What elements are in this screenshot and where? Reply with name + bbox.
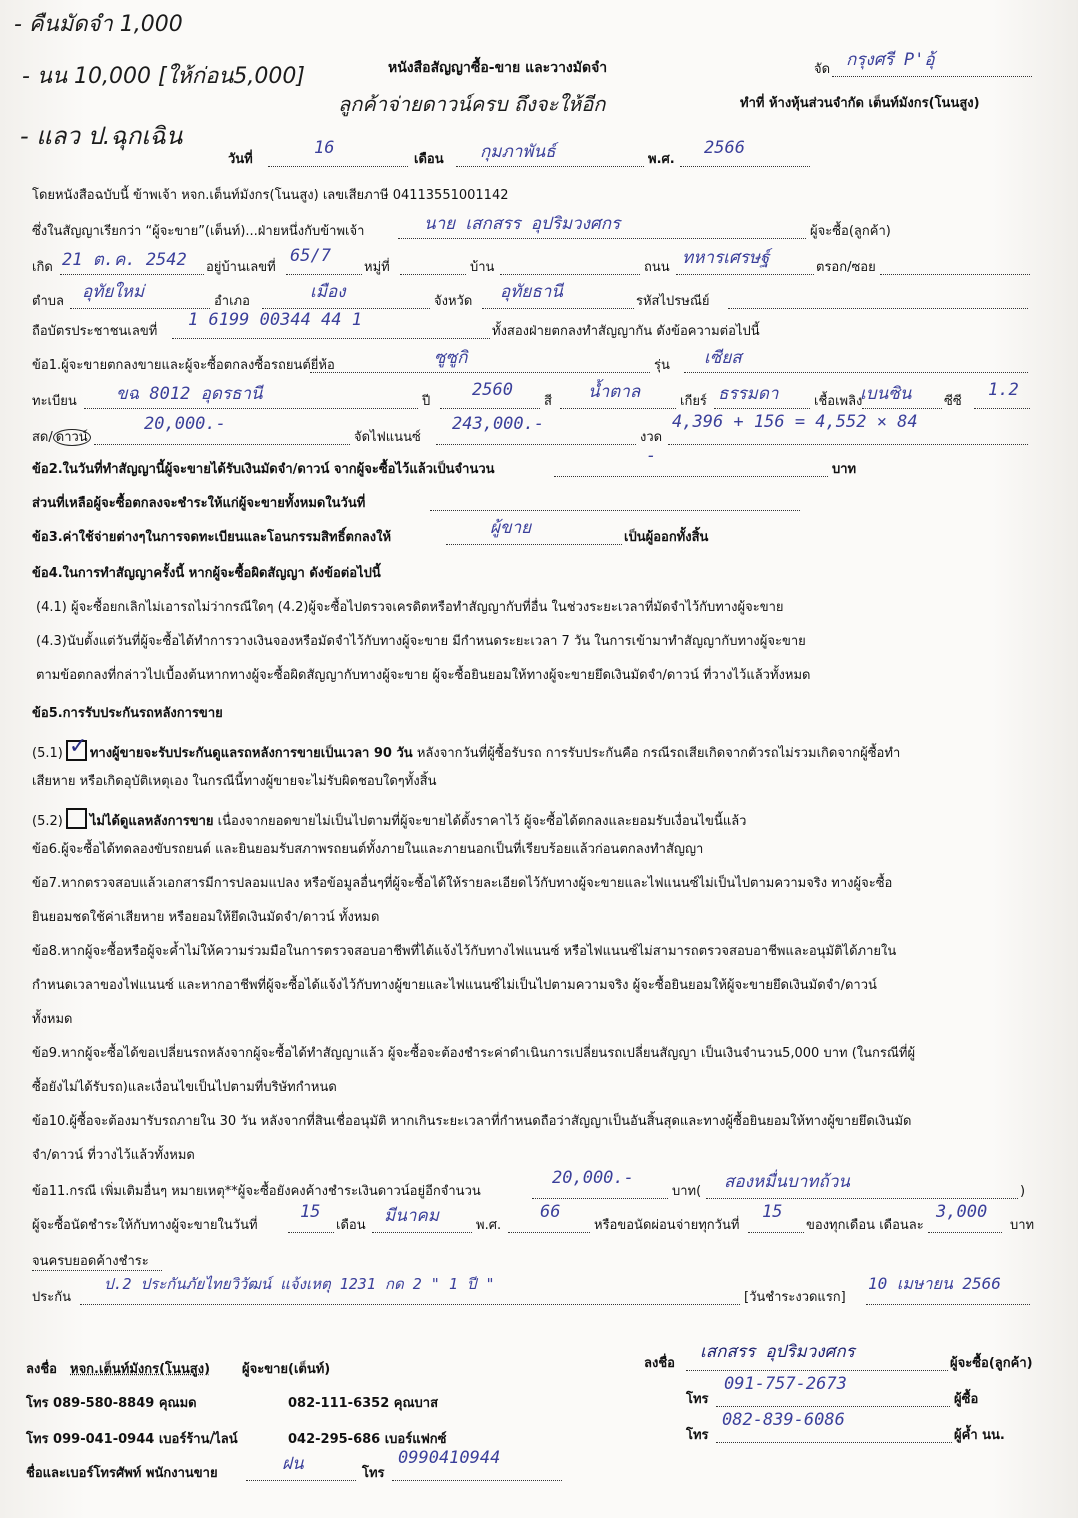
clause11b-day: 15 — [300, 1202, 321, 1222]
seller-sign-value: หจก.เต็นท์มังกร(โนนสูง) — [70, 1362, 211, 1377]
guarantor-tel-line — [716, 1428, 952, 1443]
reg-label: ทะเบียน — [32, 394, 77, 409]
clause5-1b: เสียหาย หรือเกิดอุบัติเหตุเอง ในกรณีนี้ทางผู้ขายจะไม่รับผิดชอบใดๆทั้งสิ้น — [32, 774, 437, 789]
moo-label: หมู่ที่ — [364, 260, 390, 275]
guarantor-tel: 082-839-6086 — [722, 1410, 845, 1430]
village-label: บ้าน — [470, 260, 495, 275]
buyer-tel-line — [716, 1392, 950, 1407]
clause11b-label: ผู้จะซื้อนัดชำระให้กับทางผู้จะขายในวันที่ — [32, 1218, 258, 1233]
guarantor-role: ผู้ค้ำ นน. — [954, 1428, 1005, 1443]
clause3: ข้อ3.ค่าใช้จ่ายต่างๆในการจดทะเบียนและโอนกรรมสิทธิ์ตกลงให้ — [32, 530, 392, 545]
month-value: กุมภาพันธ์ — [480, 142, 556, 162]
staff-label: ชื่อและเบอร์โทรศัพท์ พนักงานขาย — [26, 1466, 218, 1481]
handwritten-note-1: - คืนมัดจำ 1,000 — [14, 12, 183, 37]
clause4-1: (4.1) ผู้จะซื้อยกเลิกไม่เอารถไม่ว่ากรณีใดๆ (4.2)ผู้จะซื้อไปตรวจเครดิตหรือทำสัญญากับที่อื่น ในช่วงระยะเวลาที่มัดจำไว้กับทางผู้จะขาย — [36, 600, 784, 615]
install-value: 4,396 + 156 = 4,552 × 84 — [672, 412, 918, 432]
clause7a: ข้อ7.หากตรวจสอบแล้วเอกสารมีการปลอมแปลง หรือข้อมูลอื่นๆที่ผู้จะซื้อได้ให้รายละเอียดไว้กับทางผู้จะขายและไฟแนนซ์ไม่เป็นไปตามความจริง ทางผู้จะซื้อ — [32, 876, 893, 891]
district-label: อำเภอ — [214, 294, 250, 309]
village-line — [500, 260, 640, 275]
clause11b-month-label: เดือน — [336, 1218, 366, 1233]
handwritten-note-3: - แลว ป.ฉุกเฉิน — [20, 122, 183, 150]
district-line — [262, 294, 430, 309]
road-value: ทหารเศรษฐ์ — [682, 248, 770, 268]
day-line — [268, 152, 408, 167]
year-line — [680, 152, 810, 167]
born-label: เกิด — [32, 260, 53, 275]
id-tail: ทั้งสองฝ่ายตกลงทำสัญญากัน ดังข้อความต่อไปนี้ — [492, 324, 760, 339]
clause11-unit: บาท( — [672, 1184, 702, 1199]
clause8b: กำหนดเวลาของไฟแนนซ์ และหากอาชีพที่ผู้จะซื้อได้แจ้งไว้กับทางผู้ขายและไฟแนนซ์ไม่เป็นไปตามความจริง ผู้จะซื้อยินยอมให้ผู้จะขายยึดเงินมัดจำ/ดาวน์ — [32, 978, 877, 993]
install-line — [668, 430, 1028, 445]
clause2b: ส่วนที่เหลือผู้จะซื้อตกลงจะชำระให้แก่ผู้จะขายทั้งหมดในวันที่ — [32, 496, 366, 511]
year-label: พ.ศ. — [648, 152, 675, 167]
finance-label: จัดไฟแนนซ์ — [354, 430, 421, 445]
day-value: 16 — [314, 138, 335, 158]
subdistrict-label: ตำบล — [32, 294, 64, 309]
buyer-signature: เสกสรร อุปริมวงศกร — [700, 1342, 855, 1362]
seller-sign-label: ลงชื่อ — [26, 1362, 57, 1377]
clause10b: จำ/ดาวน์ ที่วางไว้แล้วทั้งหมด — [32, 1148, 195, 1163]
buyer-sign-label: ลงชื่อ — [644, 1356, 675, 1371]
down-value: 20,000.- — [144, 414, 226, 434]
seller-tel-3: โทร 099-041-0944 เบอร์ร้าน/ไลน์ — [26, 1432, 238, 1447]
id-label: ถือบัตรประชาชนเลขที่ — [32, 324, 158, 339]
clause9a: ข้อ9.หากผู้จะซื้อได้ขอเปลี่ยนรถหลังจากผู้จะซื้อได้ทำสัญญาแล้ว ผู้จะซื้อจะต้องชำระค่าดำเนินการเปลี่ยนรถเปลี่ยนสัญญา เป็นเงินจำนวน5,000 บาท (ในกรณีที่ผู้ — [32, 1046, 916, 1061]
seller-tel-2: 082-111-6352 คุณบาส — [288, 1396, 439, 1411]
model-label: รุ่น — [654, 358, 670, 373]
moo-line — [400, 260, 466, 275]
buyer-role-label: ผู้จะซื้อ(ลูกค้า) — [810, 224, 891, 239]
clause10a: ข้อ10.ผู้ซื้อจะต้องมารับรถภายใน 30 วัน หลังจากที่สินเชื่ออนุมัติ หากเกินระยะเวลาที่กำหนดถือว่าสัญญาเป็นอันสิ้นสุดและทางผู้ซื้อยินยอมให้ทางผู้ขายยึดเงินมัด — [32, 1114, 912, 1129]
staff-tel: 0990410944 — [398, 1448, 501, 1468]
car-year-label: ปี — [422, 394, 431, 409]
clause11b-amount: 3,000 — [936, 1202, 988, 1222]
color-label: สี — [544, 394, 552, 409]
car-cc: 1.2 — [988, 380, 1019, 400]
clause5-2: (5.2) ไม่ได้ดูแลหลังการขาย เนื่องจากยอดขายไม่เป็นไปตามที่ผู้จะขายได้ตั้งราคาไว้ ผู้จะซื้อได้ตกลงและยอมรับเงื่อนไขนี้แล้ว — [32, 808, 746, 830]
clause11b-or: หรือขอนัดผ่อนจ่ายทุกวันที่ — [594, 1218, 740, 1233]
clause2-unit: บาท — [832, 462, 857, 477]
postcode-line — [728, 294, 1028, 309]
clause11c: จนครบยอดค้างชำระ — [32, 1254, 149, 1269]
clause2-value: - — [646, 446, 657, 466]
clause11b-monthly: ของทุกเดือน เดือนละ — [806, 1218, 924, 1233]
clause3-tail: เป็นผู้ออกทั้งสิ้น — [624, 530, 709, 545]
car-color: น้ำตาล — [588, 382, 641, 402]
staff-tel-line — [392, 1466, 562, 1481]
clause4-3b: ตามข้อตกลงที่กล่าวไปเบื้องต้นหากทางผู้จะซื้อผิดสัญญากับทางผู้จะขาย ผู้จะซื้อยินยอมให้ทางผู้จะขายยึดเงินมัดจำ/ดาวน์ ที่วางไว้แล้วทั้งหมด — [36, 668, 811, 683]
seller-role: ผู้จะขาย(เต็นท์) — [242, 1362, 331, 1377]
install-label: งวด — [640, 430, 663, 445]
buyer-tel-role: ผู้ซื้อ — [954, 1392, 979, 1407]
staff-name: ฝน — [282, 1454, 304, 1474]
district-value: เมือง — [310, 282, 346, 302]
intro-line: โดยหนังสือฉบับนี้ ข้าพเจ้า หจก.เต็นท์มังกร(โนนสูง) เลขเสียภาษี 04113551001142 — [32, 188, 509, 203]
clause11c-underline — [32, 1256, 162, 1271]
clause5: ข้อ5.การรับประกันรถหลังการขาย — [32, 706, 223, 721]
brand-line — [310, 358, 650, 373]
cc-label: ซีซี — [944, 394, 962, 409]
house-value: 65/7 — [290, 246, 331, 266]
clause11b-every: 15 — [762, 1202, 783, 1222]
car-reg: ขฉ 8012 อุดรธานี — [116, 384, 263, 404]
made-at-label: จัด — [814, 62, 831, 77]
clause6: ข้อ6.ผู้จะซื้อได้ทดลองขับรถยนต์ และยินยอมรับสภาพรถยนต์ทั้งภายในและภายนอกเป็นที่เรียบร้อยแล้วก่อนตกลงทำสัญญา — [32, 842, 704, 857]
clause8a: ข้อ8.หากผู้จะซื้อหรือผู้จะค้ำไม่ให้ความร่วมมือในการตรวจสอบอาชีพที่ได้แจ้งไว้กับทางไฟแนนซ์ หรือไฟแนนซ์ไม่สามารถตรวจสอบอาชีพและอนุมัติได้ภายใน — [32, 944, 897, 959]
seller-text: ซึ่งในสัญญาเรียกว่า “ผู้จะขาย”(เต็นท์)...ฝ่ายหนึ่งกับข้าพเจ้า — [32, 224, 365, 239]
clause4-3: (4.3)นับตั้งแต่วันที่ผู้จะซื้อได้ทำการวางเงินจองหรือมัดจำไว้กับทางผู้จะขาย มีกำหนดระยะเวลา 7 วัน ในการเข้ามาทำสัญญากับทางผู้จะขาย — [36, 634, 806, 649]
clause11b-month: มีนาคม — [384, 1206, 439, 1226]
handwritten-subtitle: ลูกค้าจ่ายดาวน์ครบ ถึงจะให้อีก — [338, 92, 606, 116]
car-fuel: เบนซิน — [860, 384, 912, 404]
clause11-words: สองหมื่นบาทถ้วน — [724, 1172, 850, 1192]
id-value: 1 6199 00344 44 1 — [188, 310, 362, 330]
first-due-value: 10 เมษายน 2566 — [868, 1274, 1001, 1293]
clause11-close: ) — [1020, 1184, 1026, 1199]
gear-label: เกียร์ — [680, 394, 707, 409]
first-due-label: [วันชำระงวดแรก] — [744, 1290, 846, 1305]
buyer-name: นาย เสกสรร อุปริมวงศกร — [424, 214, 621, 234]
warranty-checkbox-checked[interactable] — [66, 734, 88, 761]
insurance-value: ป.2 ประกันภัยไทยวิวัฒน์ แจ้งเหตุ 1231 กด 2 " 1 ปี " — [104, 1275, 495, 1293]
postcode-label: รหัสไปรษณีย์ — [636, 294, 710, 309]
down-label: สด/ ดาวน์ — [32, 430, 91, 446]
buyer-tel-label: โทร — [686, 1392, 709, 1407]
house-label: อยู่บ้านเลขที่ — [206, 260, 276, 275]
buyer-sign-role: ผู้จะซื้อ(ลูกค้า) — [950, 1356, 1033, 1371]
staff-tel-label: โทร — [362, 1466, 385, 1481]
clause3-value: ผู้ขาย — [490, 518, 532, 538]
contract-title: หนังสือสัญญาซื้อ-ขาย และวางมัดจำ — [388, 60, 608, 76]
province-value: อุทัยธานี — [500, 282, 563, 302]
subdistrict-value: อุทัยใหม่ — [82, 282, 145, 302]
clause4: ข้อ4.ในการทำสัญญาครั้งนี้ หากผู้จะซื้อผิดสัญญา ดังข้อต่อไปนี้ — [32, 566, 381, 581]
clause5-1: (5.1) ✓ ทางผู้ขายจะรับประกันดูแลรถหลังการขายเป็นเวลา 90 วัน หลังจากวันที่ผู้ซื้อรับรถ การรับประกันคือ กรณีรถเสียเกิดจากตัวรถไม่รวมเกิดจากผู้ซื้อทำ — [32, 734, 901, 761]
insurance-label: ประกัน — [32, 1290, 71, 1305]
clause1-label: ข้อ1.ผู้จะขายตกลงขายและผู้จะซื้อตกลงซื้อรถยนต์ยี่ห้อ — [32, 358, 335, 373]
fuel-label: เชื้อเพลิง — [814, 394, 863, 409]
clause11b-year: 66 — [540, 1202, 561, 1222]
no-warranty-checkbox[interactable] — [66, 808, 87, 829]
made-at-value: กรุงศรี P'อุ้ — [846, 50, 935, 70]
clause2b-line — [430, 496, 800, 511]
buyer-tel: 091-757-2673 — [724, 1374, 847, 1394]
province-label: จังหวัด — [434, 294, 473, 309]
clause2a: ข้อ2.ในวันที่ทำสัญญานี้ผู้จะขายได้รับเงินมัดจำ/ดาวน์ จากผู้จะซื้อไว้แล้วเป็นจำนวน — [32, 462, 495, 477]
handwritten-note-2: - นน 10,000 [ให้ก่อน5,000] — [22, 64, 305, 89]
road-label: ถนน — [644, 260, 670, 275]
clause7b: ยินยอมชดใช้ค่าเสียหาย หรือยอมให้ยึดเงินมัดจำ/ดาวน์ ทั้งหมด — [32, 910, 380, 925]
seller-tel-1: โทร 089-580-8849 คุณมด — [26, 1396, 197, 1411]
clause2-line — [554, 462, 828, 477]
finance-value: 243,000.- — [452, 414, 545, 434]
car-year: 2560 — [472, 380, 513, 400]
car-brand: ซูซูกิ — [434, 348, 468, 368]
clause9b: ซื้อยังไม่ได้รับรถ)และเงื่อนไขเป็นไปตามที่บริษัทกำหนด — [32, 1080, 337, 1095]
car-gear: ธรรมดา — [718, 384, 779, 404]
clause3-line — [446, 530, 622, 545]
clause8c: ทั้งหมด — [32, 1012, 73, 1027]
day-label: วันที่ — [228, 152, 253, 167]
month-label: เดือน — [414, 152, 444, 167]
seller-tel-4: 042-295-686 เบอร์แฟกซ์ — [288, 1432, 447, 1447]
car-model: เซียส — [704, 348, 742, 368]
guarantor-tel-label: โทร — [686, 1428, 709, 1443]
born-value: 21 ต.ค. 2542 — [62, 250, 187, 270]
place-label: ทำที่ ห้างหุ้นส่วนจำกัด เต็นท์มังกร(โนนสูง) — [740, 96, 980, 111]
soi-label: ตรอก/ซอย — [816, 260, 876, 275]
clause11-amount: 20,000.- — [552, 1168, 634, 1188]
soi-line — [880, 260, 1030, 275]
clause11b-year-label: พ.ศ. — [476, 1218, 502, 1233]
clause11-label: ข้อ11.กรณี เพิ่มเติมอื่นๆ หมายเหตุ**ผู้จะซื้อยังคงค้างชำระเงินดาวน์อยู่อีกจำนวน — [32, 1184, 481, 1199]
clause11b-baht: บาท — [1010, 1218, 1035, 1233]
year-value: 2566 — [704, 138, 745, 158]
check-mark-icon: ✓ — [68, 734, 88, 759]
